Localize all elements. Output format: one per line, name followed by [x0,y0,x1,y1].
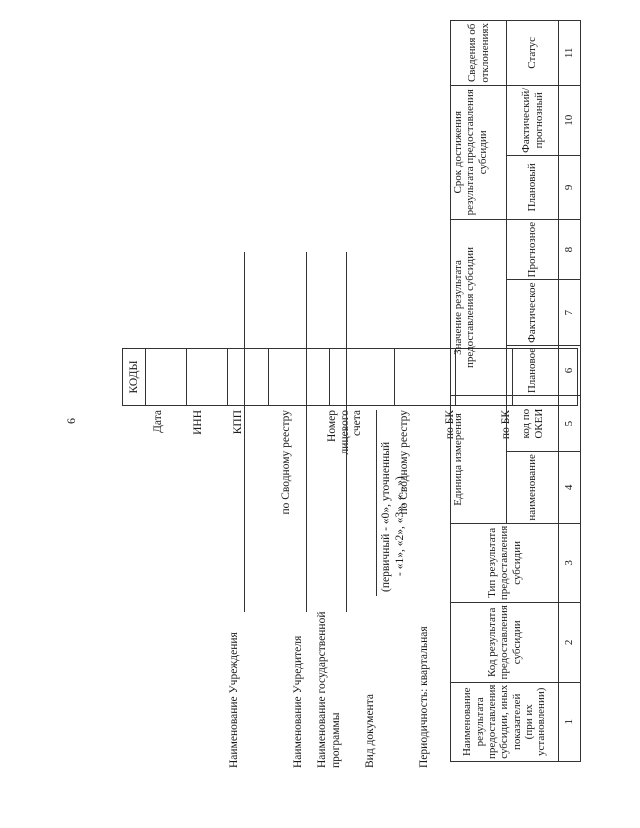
header-result-name: Наименование результата предоставления субсидии, иных показателей (при их установлении) [451,682,559,761]
col-num-5: 5 [559,396,581,452]
founder-line [306,252,307,612]
doc-type-note-2: - «1», «2», «3», «...») [394,476,406,576]
program-label-line1: Наименование государственной [316,611,328,768]
program-line [346,252,347,612]
code-cell-registry [269,349,330,406]
label-account: Номер лицевого счета [326,410,364,455]
doc-type-note-1: (первичный - «0», уточненный [380,441,392,592]
code-cell-inn [187,349,228,406]
institution-label: Наименование Учреждения [228,632,240,768]
header-deadline: Срок достижения результата предоставления субсидии [451,85,507,219]
header-value-plan: Плановое [507,345,559,395]
col-num-8: 8 [559,219,581,280]
col-num-10: 10 [559,85,581,155]
code-cell-kpp [228,349,269,406]
institution-line [244,252,245,612]
header-value-fact: Фактическое [507,280,559,345]
col-num-2: 2 [559,603,581,682]
header-result-code: Код результата предоставления субсидии [451,603,559,682]
header-deviation: Сведения об отклонениях [451,21,507,86]
header-value: Значение результата предоставления субсидии [451,219,507,395]
header-result-type: Тип результата предоставления субсидии [451,523,559,602]
program-label-line2: программы [330,712,342,768]
col-num-7: 7 [559,280,581,345]
col-num-6: 6 [559,345,581,395]
label-founder-registry: по Сводному реестру [398,410,410,515]
col-num-4: 4 [559,452,581,523]
header-unit-okei: код по ОКЕИ [507,396,559,452]
codes-header: КОДЫ [123,349,146,406]
header-deadline-fact: Фактический/прогнозный [507,85,559,155]
page-number: 6 [64,418,78,424]
code-cell-account [330,349,395,406]
code-cell-date [146,349,187,406]
label-date: Дата [152,410,164,433]
doc-type-line [376,410,377,596]
header-status: Статус [507,21,559,86]
results-table [450,20,581,762]
periodicity-label: Периодичность: квартальная [418,626,430,768]
col-num-11: 11 [559,21,581,86]
label-founder-bk: по БК [444,410,456,440]
label-program-bk: по БК [500,410,512,440]
header-deadline-plan: Плановый [507,155,559,219]
col-num-1: 1 [559,682,581,761]
founder-label: Наименование Учредителя [292,635,304,768]
doc-type-label: Вид документа [364,694,376,768]
header-unit: Единица измерения [451,396,507,523]
label-kpp: КПП [232,410,244,435]
label-inn: ИНН [192,410,204,435]
header-value-forecast: Прогнозное [507,219,559,280]
header-unit-name: наименование [507,452,559,523]
col-num-9: 9 [559,155,581,219]
col-num-3: 3 [559,523,581,602]
label-registry: по Сводному реестру [280,410,292,515]
code-cell-founder-registry [395,349,456,406]
